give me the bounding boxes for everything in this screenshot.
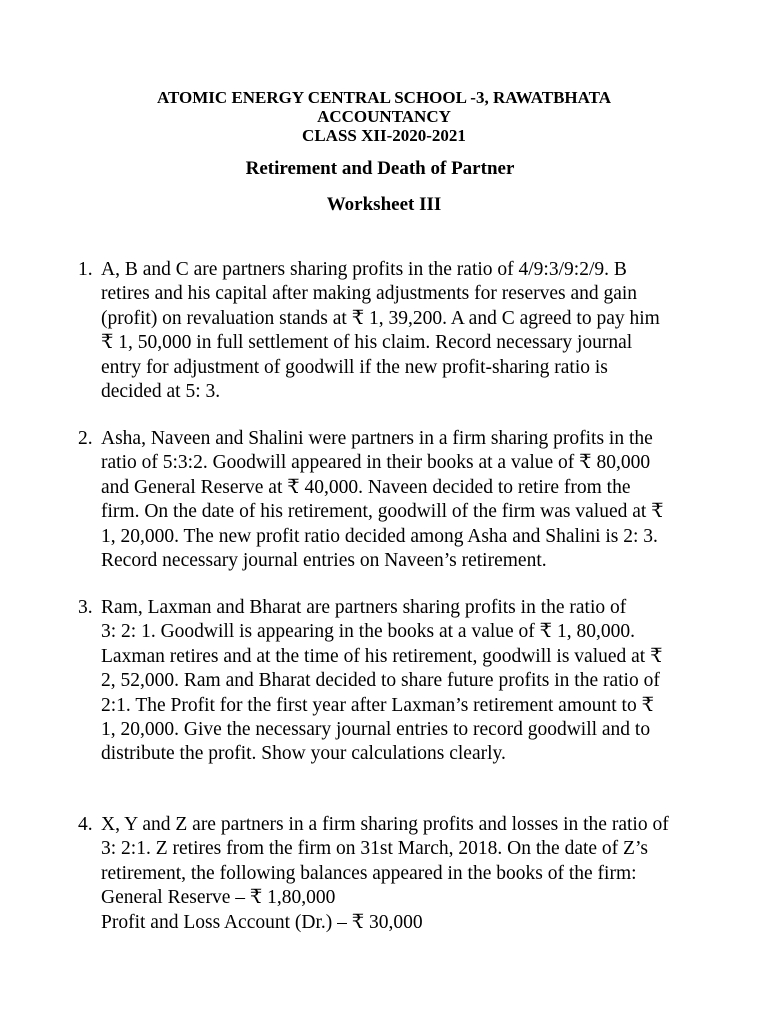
question-line: Profit and Loss Account (Dr.) – ₹ 30,000 [101,911,423,933]
question-line: 3: 2: 1. Goodwill is appearing in the books at a value of ₹ 1, 80,000. [101,621,635,643]
question-line: firm. On the date of his retirement, goodwill of the firm was valued at ₹ [101,501,664,523]
question-line: Laxman retires and at the time of his retirement, goodwill is valued at ₹ [101,645,663,667]
question-number: 3. [78,597,93,618]
question-line: and General Reserve at ₹ 40,000. Naveen decided to retire from the [101,476,631,498]
question-text [101,813,718,935]
question-line: 3: 2:1. Z retires from the firm on 31st March, 2018. On the date of Z’s [101,838,648,860]
question-3 [78,596,718,767]
question-line: 1, 20,000. Give the necessary journal entries to record goodwill and to [101,719,651,741]
question-line: retires and his capital after making adjustments for reserves and gain [101,283,638,305]
question-line: Ram, Laxman and Bharat are partners sharing profits in the ratio of [101,597,627,618]
question-number: 4. [78,814,93,835]
question-1 [78,258,718,404]
school-name: ATOMIC ENERGY CENTRAL SCHOOL -3, RAWATBHATA [156,88,612,107]
question-line: 2:1. The Profit for the first year after Laxman’s retirement amount to ₹ [101,694,654,716]
topic-title: Retirement and Death of Partner [245,158,515,179]
question-2 [78,427,718,573]
question-line: 1, 20,000. The new profit ratio decided among Asha and Shalini is 2: 3. [101,525,658,547]
question-line: 2, 52,000. Ram and Bharat decided to share future profits in the ratio of [101,670,660,692]
question-line: retirement, the following balances appeared in the books of the firm: [101,862,637,884]
question-line: distribute the profit. Show your calculations clearly. [101,743,506,765]
question-4 [78,813,718,935]
question-line: entry for adjustment of goodwill if the new profit-sharing ratio is [101,356,608,378]
question-line: ₹ 1, 50,000 in full settlement of his claim. Record necessary journal [101,332,633,354]
worksheet-title: Worksheet III [326,194,442,215]
question-text [101,258,718,404]
subject-name: ACCOUNTANCY [317,107,451,126]
question-text [101,596,718,767]
question-line: (profit) on revaluation stands at ₹ 1, 39,200. A and C agreed to pay him [101,307,660,329]
document-header [0,88,768,145]
class-session: CLASS XII-2020-2021 [302,126,466,145]
question-number: 1. [78,259,93,280]
question-line: General Reserve – ₹ 1,80,000 [101,887,336,909]
question-line: Asha, Naveen and Shalini were partners in a firm sharing profits in the [101,428,653,449]
question-line: decided at 5: 3. [101,381,221,403]
question-line: X, Y and Z are partners in a firm sharing profits and losses in the ratio of [101,814,669,835]
question-text [101,427,718,573]
question-line: ratio of 5:3:2. Goodwill appeared in their books at a value of ₹ 80,000 [101,452,651,474]
question-line: Record necessary journal entries on Naveen’s retirement. [101,550,547,572]
question-number: 2. [78,428,93,449]
question-line: A, B and C are partners sharing profits in the ratio of 4/9:3/9:2/9. B [101,259,627,280]
